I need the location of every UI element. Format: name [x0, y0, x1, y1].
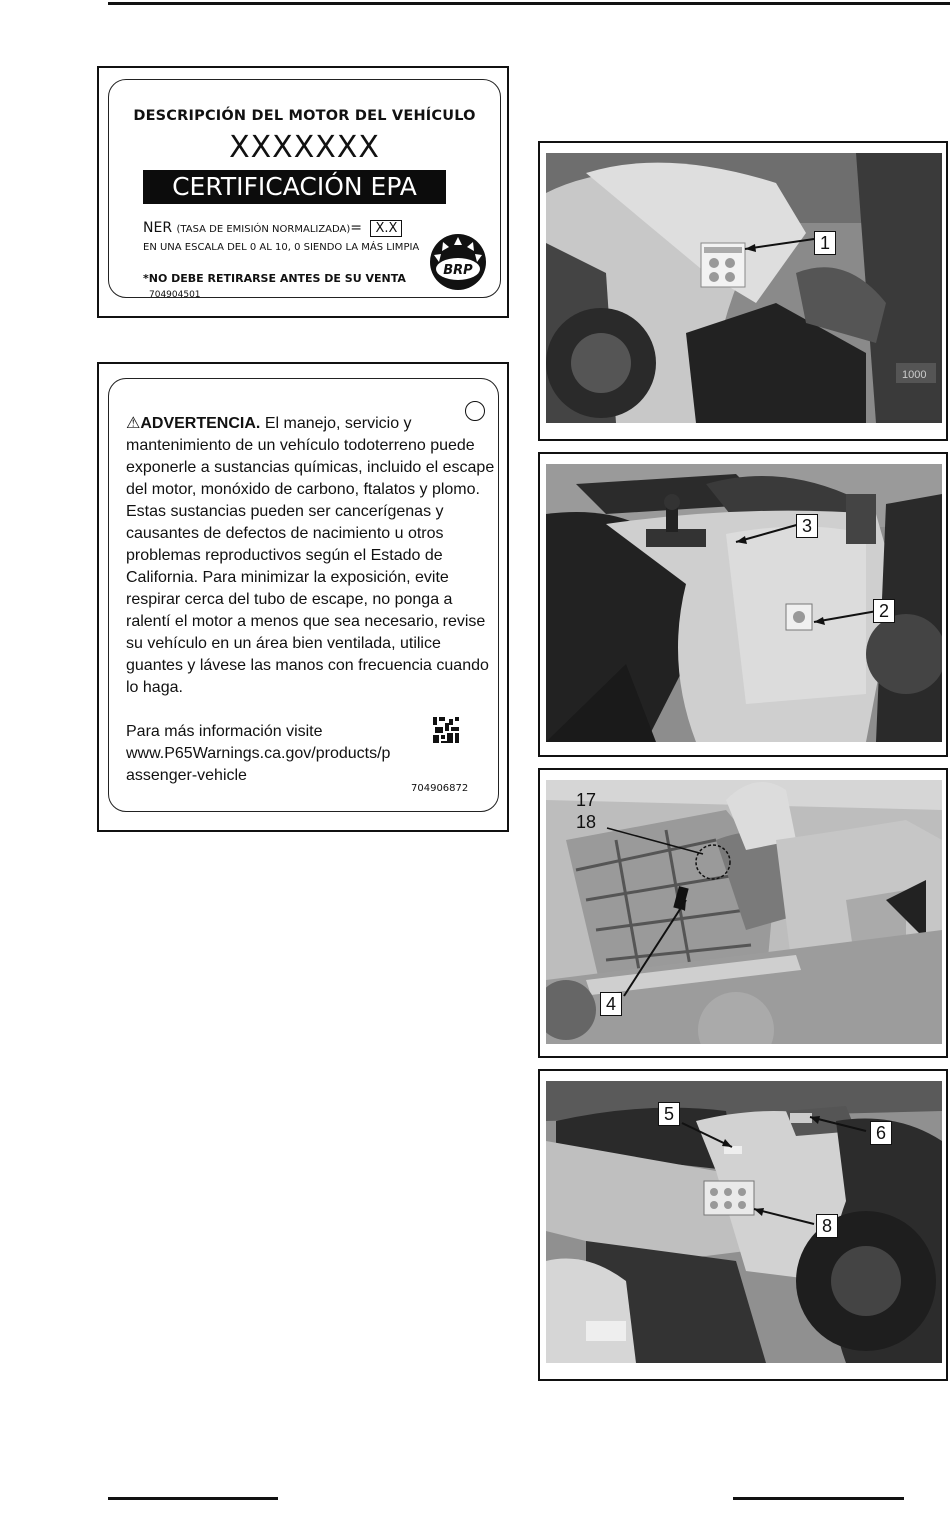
epa-heading: DESCRIPCIÓN DEL MOTOR DEL VEHÍCULO: [133, 108, 476, 124]
warning-label-frame: [97, 362, 509, 832]
callout-8: 8: [816, 1214, 838, 1238]
warning-part-number: 704906872: [411, 783, 469, 794]
epa-label: [108, 79, 501, 298]
epa-banner: CERTIFICACIÓN EPA: [143, 170, 446, 204]
info-line-3: assenger-vehicle: [126, 767, 247, 784]
no-remove-text: *NO DEBE RETIRARSE ANTES DE SU VENTA: [143, 272, 406, 285]
callout-5: 5: [658, 1102, 680, 1126]
engine-code: XXXXXXX: [229, 130, 380, 165]
callout-4: 4: [600, 992, 622, 1016]
callout-3: 3: [796, 514, 818, 538]
callout-17: 17: [576, 790, 597, 810]
warning-title: ADVERTENCIA.: [140, 415, 261, 432]
epa-part-number: 704904501: [149, 290, 201, 300]
warning-info: [126, 721, 426, 787]
brp-logo-text: BRP: [443, 263, 473, 278]
info-line-1: Para más información visite: [126, 723, 323, 740]
photo-1: [546, 153, 942, 423]
warning-body: El manejo, servicio y mantenimiento de un vehículo todoterreno puede exponerle a sustancias químicas, incluido el escape del motor, monóxido de carbono, ftalatos y plomo. Estas sustancias pueden ser cancerígenas y causantes de defectos de nacimiento u otros problemas reproductivos según el Estado de California. Para minimizar la exposición, evite respirar cerca del tubo de escape, no ponga a ralentí el motor a menos que sea necesario, revise su vehículo en un área bien ventilada, utilice guantes y lávese las manos con frecuencia cuando lo haga.: [126, 415, 495, 696]
photo-2-frame: [538, 452, 948, 757]
epa-label-frame: [97, 66, 509, 318]
ner-equals: =: [350, 220, 363, 236]
callout-1: 1: [814, 231, 836, 255]
photo-1-frame: [538, 141, 948, 441]
header-rule: [108, 2, 950, 5]
info-line-2: www.P65Warnings.ca.gov/products/p: [126, 745, 391, 762]
photo-1-badge: 1000: [902, 369, 927, 381]
callout-2: 2: [873, 599, 895, 623]
warning-label: [108, 378, 499, 812]
ner-value: X.X: [370, 220, 402, 237]
photo-3-frame: [538, 768, 948, 1058]
photo-4-frame: [538, 1069, 948, 1381]
ner-line: [143, 220, 402, 237]
ner-label: NER: [143, 220, 173, 236]
brp-logo-icon: [429, 233, 487, 291]
footer-rule-right: [733, 1497, 904, 1500]
scale-text: EN UNA ESCALA DEL 0 AL 10, 0 SIENDO LA MÁS LIMPIA: [143, 242, 420, 253]
qr-code-icon: [433, 717, 459, 743]
footer-rule-left: [108, 1497, 278, 1500]
warning-text: [126, 413, 496, 699]
callout-6: 6: [870, 1121, 892, 1145]
ner-note: (TASA DE EMISIÓN NORMALIZADA): [176, 224, 351, 235]
callout-18: 18: [576, 812, 597, 832]
atv-front-fender-photo: [546, 153, 942, 423]
warning-triangle-icon: ⚠: [126, 415, 141, 432]
